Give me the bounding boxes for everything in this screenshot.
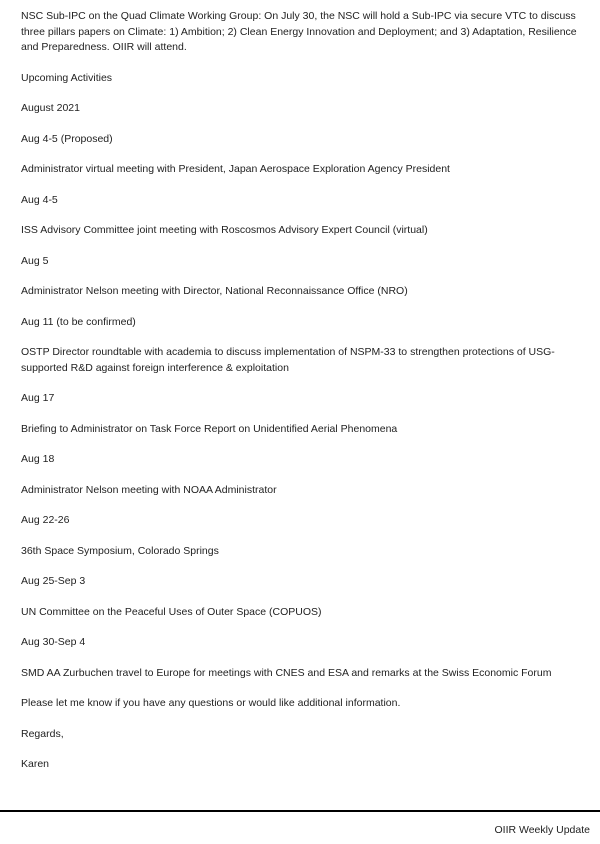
activity-description: Administrator Nelson meeting with NOAA Administrator: [21, 483, 277, 496]
activity-date: Aug 22-26: [21, 514, 70, 526]
activity-description: UN Committee on the Peaceful Uses of Outer Space (COPUOS): [21, 605, 322, 618]
activity-date: Aug 5: [21, 254, 49, 267]
activity-description: ISS Advisory Committee joint meeting with Roscosmos Advisory Expert Council (virtual): [21, 224, 428, 236]
activity-date: Aug 4-5: [21, 193, 58, 206]
activity-date: Aug 11 (to be confirmed): [21, 315, 136, 328]
activity-date: Aug 17: [21, 392, 55, 404]
activity-description: Administrator Nelson meeting with Director, National Reconnaissance Office (NRO): [21, 285, 408, 297]
footer-title: OIIR Weekly Update: [494, 824, 590, 836]
document-body: [21, 9, 586, 788]
signature-name: Karen: [21, 758, 50, 770]
activity-date: Aug 25-Sep 3: [21, 575, 86, 587]
activity-description: Briefing to Administrator on Task Force Report on Unidentified Aerial Phenomena: [21, 422, 398, 435]
activity-date: Aug 18: [21, 453, 55, 465]
month-heading: August 2021: [21, 102, 80, 114]
section-heading: Upcoming Activities: [21, 71, 113, 84]
sign-off: Regards,: [21, 727, 64, 740]
intro-paragraph: NSC Sub-IPC on the Quad Climate Working Group: On July 30, the NSC will hold a Sub-IPC via secure VTC to discuss three pillars papers on Climate: 1) Ambition; 2) Clean Energy Innovation and Deployment; and 3) Adaptation, Resilience and Preparedness. OIIR will attend.: [21, 10, 577, 53]
activity-description: Administrator virtual meeting with President, Japan Aerospace Exploration Agency President: [21, 163, 450, 175]
activity-date: Aug 30-Sep 4: [21, 636, 86, 648]
activity-description: 36th Space Symposium, Colorado Springs: [21, 544, 219, 557]
activity-date: Aug 4-5 (Proposed): [21, 132, 113, 145]
activity-description: SMD AA Zurbuchen travel to Europe for meetings with CNES and ESA and remarks at the Swiss Economic Forum: [21, 666, 552, 679]
activity-description: OSTP Director roundtable with academia to discuss implementation of NSPM-33 to strengthen protections of USG-supported R&D against foreign interference & exploitation: [21, 346, 555, 374]
closing-paragraph: Please let me know if you have any questions or would like additional information.: [21, 697, 401, 709]
footer-divider: [0, 810, 600, 812]
